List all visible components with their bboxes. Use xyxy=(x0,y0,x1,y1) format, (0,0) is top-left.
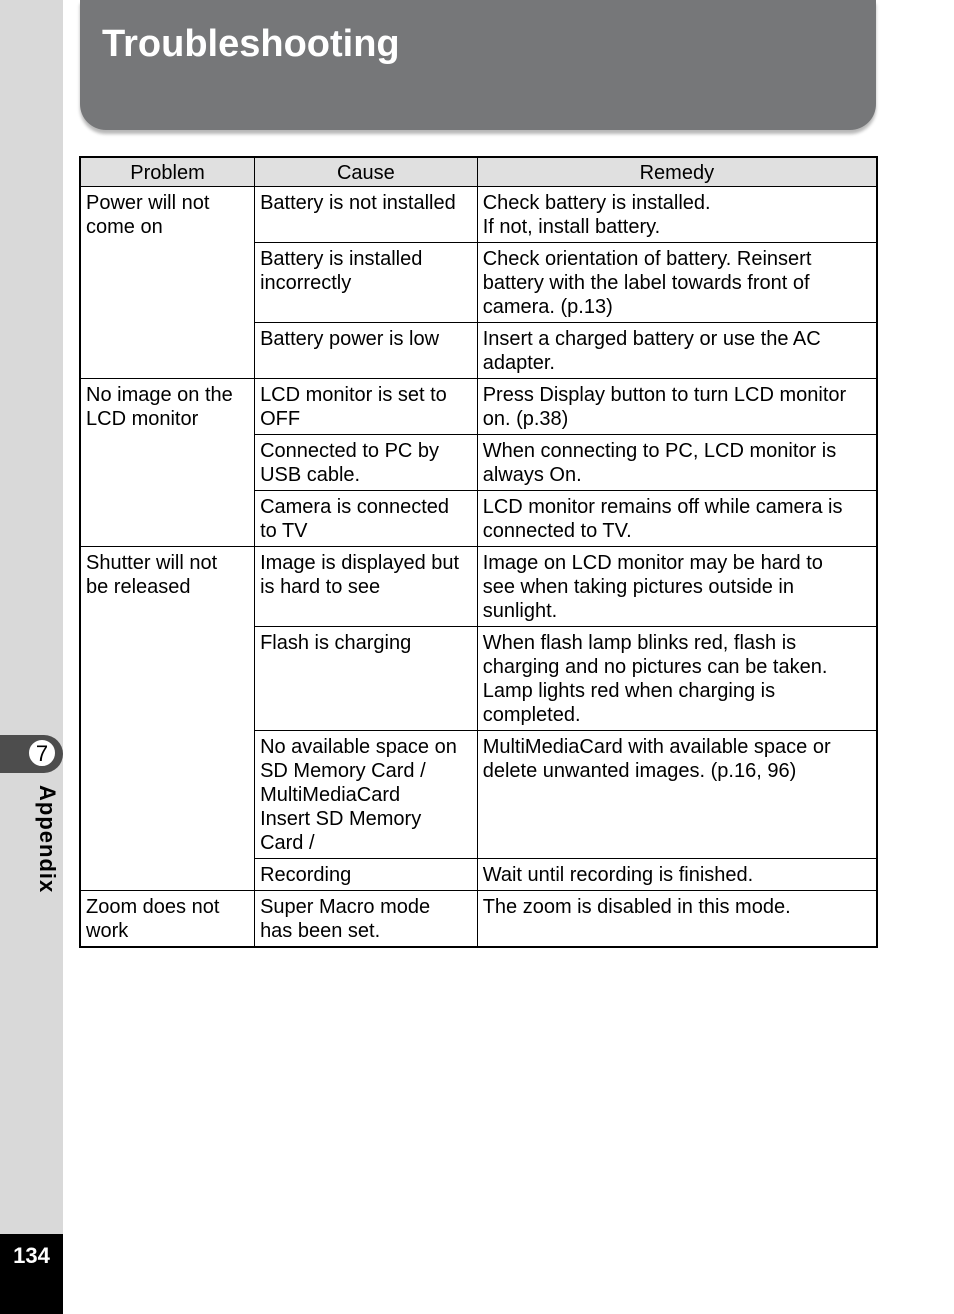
remedy-cell: The zoom is disabled in this mode. xyxy=(477,891,877,948)
chapter-label: Appendix xyxy=(35,785,60,894)
cause-cell: Battery is not installed xyxy=(255,187,478,243)
table-row xyxy=(80,547,877,627)
side-strip xyxy=(0,0,63,1314)
remedy-cell: Check battery is installed. If not, install battery. xyxy=(477,187,877,243)
table-row xyxy=(80,891,877,948)
cause-cell: Flash is charging xyxy=(255,627,478,731)
cause-cell: Image is displayed but is hard to see xyxy=(255,547,478,627)
remedy-cell: MultiMediaCard with available space or delete unwanted images. (p.16, 96) xyxy=(477,731,877,859)
header-remedy: Remedy xyxy=(477,157,877,187)
cause-cell: Battery is installed incorrectly xyxy=(255,243,478,323)
cause-cell: Super Macro mode has been set. xyxy=(255,891,478,948)
problem-cell: Power will not come on xyxy=(80,187,255,379)
table-header-row xyxy=(80,157,877,187)
remedy-cell: Check orientation of battery. Reinsert battery with the label towards front of camera. (p.13) xyxy=(477,243,877,323)
remedy-cell: Wait until recording is finished. xyxy=(477,859,877,891)
remedy-cell: Insert a charged battery or use the AC adapter. xyxy=(477,323,877,379)
remedy-cell: LCD monitor remains off while camera is connected to TV. xyxy=(477,491,877,547)
cause-cell: Camera is connected to TV xyxy=(255,491,478,547)
table-row xyxy=(80,187,877,243)
cause-cell: No available space on SD Memory Card / MultiMediaCard Insert SD Memory Card / xyxy=(255,731,478,859)
problem-cell: No image on the LCD monitor xyxy=(80,379,255,547)
cause-cell: Connected to PC by USB cable. xyxy=(255,435,478,491)
chapter-number: 7 xyxy=(27,738,57,768)
table-row xyxy=(80,379,877,435)
cause-cell: LCD monitor is set to OFF xyxy=(255,379,478,435)
troubleshooting-table xyxy=(79,156,878,948)
problem-cell: Zoom does not work xyxy=(80,891,255,948)
remedy-cell: Press Display button to turn LCD monitor on. (p.38) xyxy=(477,379,877,435)
remedy-cell: When connecting to PC, LCD monitor is always On. xyxy=(477,435,877,491)
remedy-cell: Image on LCD monitor may be hard to see when taking pictures outside in sunlight. xyxy=(477,547,877,627)
page-title: Troubleshooting xyxy=(102,23,400,65)
problem-cell: Shutter will not be released xyxy=(80,547,255,891)
header-problem: Problem xyxy=(80,157,255,187)
header-cause: Cause xyxy=(255,157,478,187)
page-number: 134 xyxy=(13,1243,50,1268)
cause-cell: Recording xyxy=(255,859,478,891)
cause-cell: Battery power is low xyxy=(255,323,478,379)
remedy-cell: When flash lamp blinks red, flash is charging and no pictures can be taken. Lamp lights red when charging is completed. xyxy=(477,627,877,731)
